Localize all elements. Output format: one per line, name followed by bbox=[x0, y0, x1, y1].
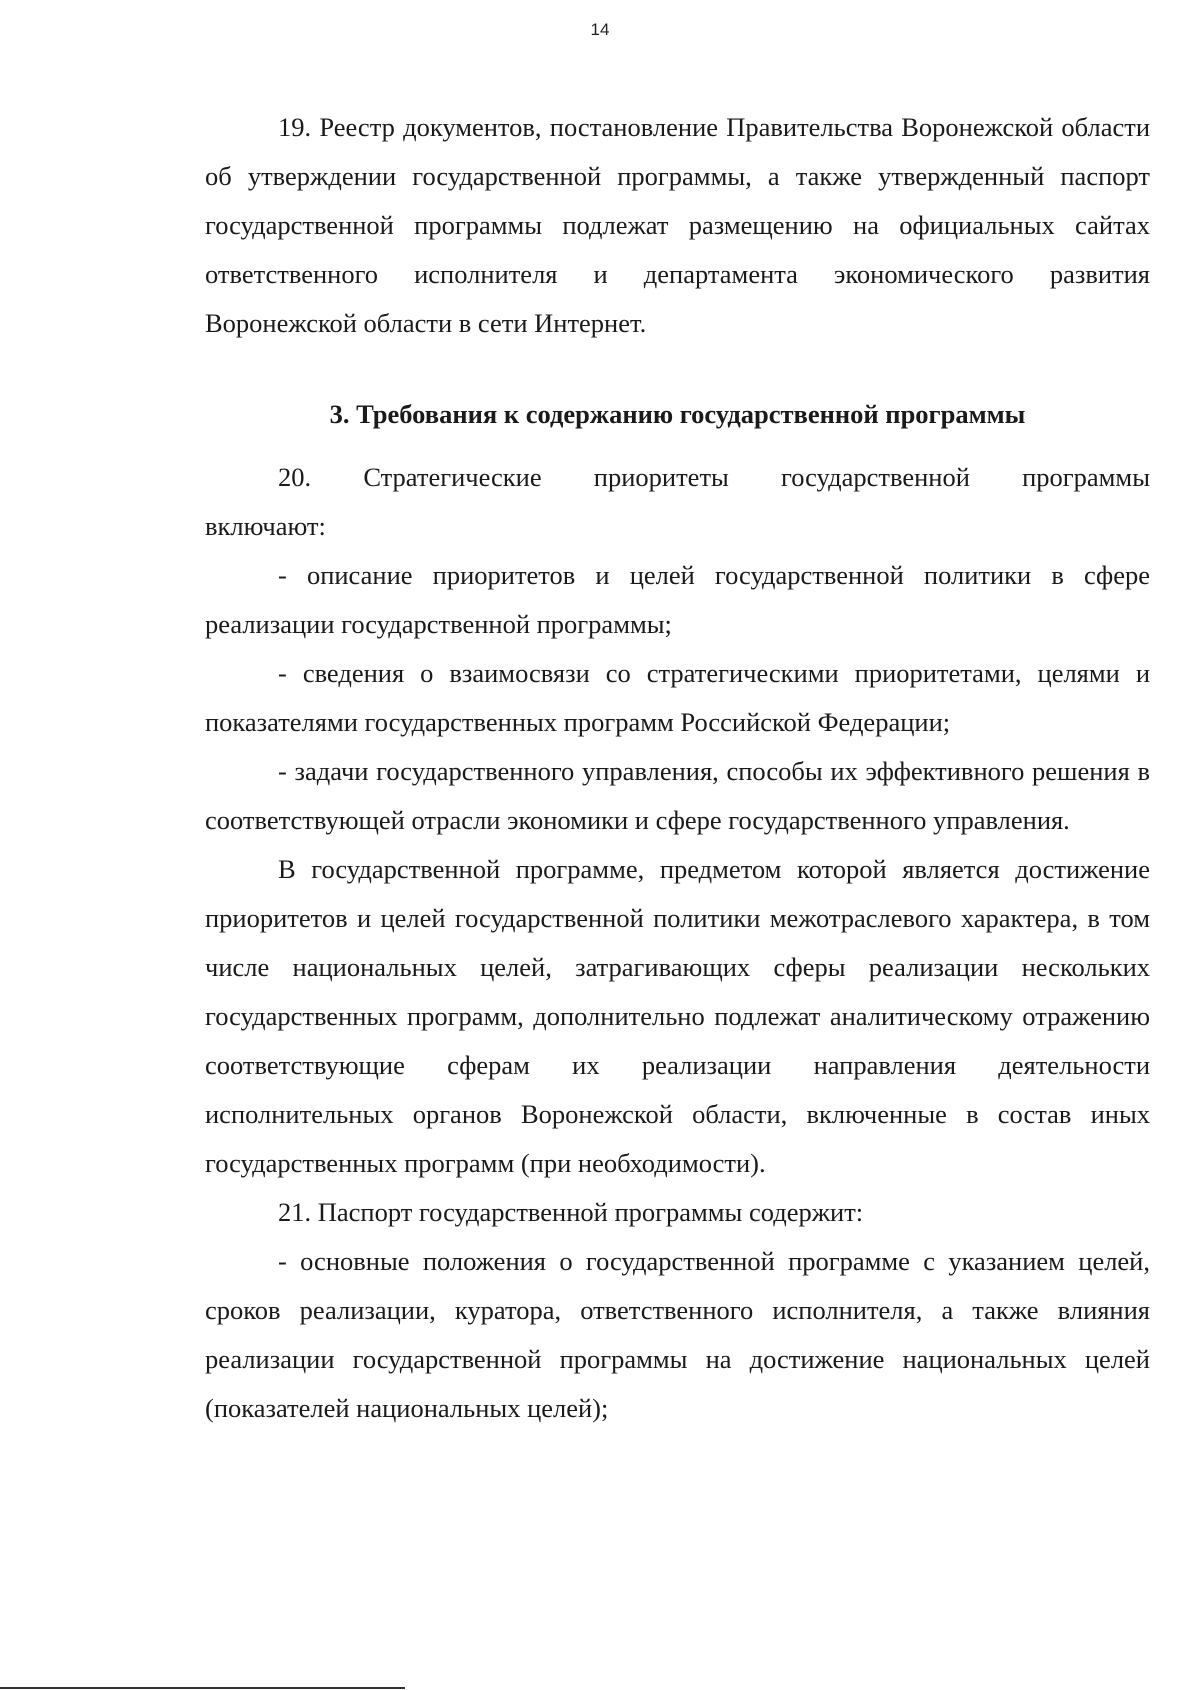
paragraph-21-item-1: - основные положения о государственной программе с указанием целей, сроков реализации, куратора, ответственного исполнителя, а также влияния реализации государственной программы на достижение национальных целей (показателей национальных целей); bbox=[205, 1246, 1150, 1423]
footer-rule bbox=[0, 1687, 405, 1689]
page-number: 14 bbox=[590, 20, 610, 39]
paragraph-19: 19. Реестр документов, постановление Правительства Воронежской области об утверждении государственной программы, а также утвержденный паспорт государственной программы подлежат размещению на официальных сайтах ответственного исполнителя и департамента экономического развития Воронежской области в сети Интернет. bbox=[205, 112, 1150, 338]
paragraph-20-note: В государственной программе, предметом которой является достижение приоритетов и целей государственной политики межотраслевого характера, в том числе национальных целей, затрагивающих сферы реализации нескольких государственных программ, дополнительно подлежат аналитическому отражению соответствующие сферам их реализации направления деятельности исполнительных органов Воронежской области, включенные в состав иных государственных программ (при необходимости). bbox=[205, 854, 1150, 1178]
paragraph-21: 21. Паспорт государственной программы содержит: bbox=[278, 1197, 864, 1227]
paragraph-20: 20. Стратегические приоритеты государственной программы включают: bbox=[205, 462, 1150, 541]
section-heading: 3. Требования к содержанию государственной программы bbox=[329, 399, 1026, 429]
paragraph-20-item-3: - задачи государственного управления, способы их эффективного решения в соответствующей отрасли экономики и сфере государственного управления. bbox=[205, 756, 1150, 835]
paragraph-20-item-2: - сведения о взаимосвязи со стратегическими приоритетами, целями и показателями государственных программ Российской Федерации; bbox=[205, 658, 1150, 737]
document-body bbox=[205, 103, 1150, 1433]
paragraph-20-item-1: - описание приоритетов и целей государственной политики в сфере реализации государственной программы; bbox=[205, 560, 1150, 639]
